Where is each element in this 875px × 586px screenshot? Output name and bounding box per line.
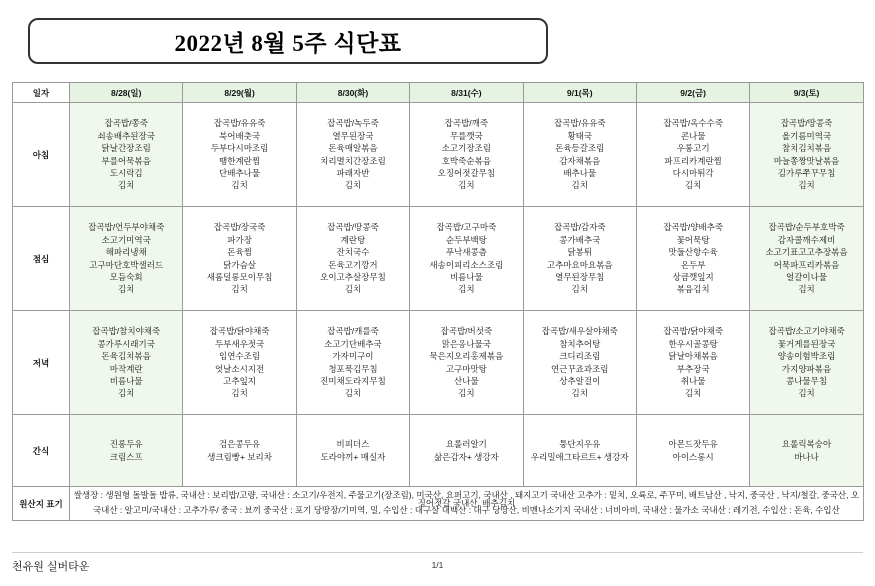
header-day-5: 9/2(금) [636, 83, 749, 103]
menu-cell-breakfast-wed [410, 103, 523, 207]
menu-item: 잡곡밥/언두부야채죽 [88, 222, 165, 233]
menu-item: 오징어젓갈무침 [437, 167, 496, 178]
menu-item: 바나나 [794, 451, 819, 462]
menu-item: 임연수조림 [219, 351, 261, 362]
header-day-2: 8/30(화) [296, 83, 409, 103]
menu-cell-dinner-sun [70, 311, 183, 415]
menu-item: 부추장국 [676, 363, 710, 374]
menu-cell-dinner-thu [523, 311, 636, 415]
menu-item: 두부새우젓국 [214, 338, 265, 349]
menu-item: 청포묵김무침 [328, 363, 378, 374]
menu-item: 잡곡밥/양배추죽 [663, 222, 724, 233]
menu-item: 땡한계란찜 [219, 155, 261, 166]
menu-cell-breakfast-mon [183, 103, 296, 207]
header-day-0: 8/28(일) [70, 83, 183, 103]
menu-item: 한우시골콩탕 [668, 338, 718, 349]
menu-item: 크림스프 [109, 451, 143, 462]
menu-item: 산나물 [454, 375, 479, 386]
menu-item: 잡곡밥/닭야채죽 [209, 326, 270, 337]
menu-item: 닭날아채볶음 [668, 351, 718, 362]
menu-item: 올기름미역국 [781, 130, 832, 141]
menu-item: 퉁단지우유 [559, 439, 601, 450]
menu-item: 김치 [117, 180, 135, 191]
page-title: 2022년 8월 5주 식단표 [174, 30, 402, 56]
origin-text [70, 487, 864, 521]
menu-item: 돈육김치볶음 [101, 351, 151, 362]
menu-item: 소고기단배추국 [324, 338, 382, 349]
menu-item: 감자콜깨수제비 [777, 234, 836, 245]
menu-cell-dinner-sat [750, 311, 863, 415]
menu-item: 잡곡밥/녹두죽 [327, 118, 379, 129]
menu-item: 김가루쭈꾸무침 [777, 167, 836, 178]
menu-item: 무를깻국 [449, 130, 483, 141]
menu-cell-dinner-fri [636, 311, 749, 415]
menu-item: 김치 [798, 388, 815, 399]
menu-item: 김치 [571, 284, 588, 295]
menu-item: 검은콩두유 [219, 439, 261, 450]
menu-item: 마늘쫑짱맛날볶음 [773, 155, 840, 166]
origin-row [13, 487, 864, 521]
menu-item: 양송이험박조림 [777, 351, 836, 362]
menu-item: 비피더스 [336, 439, 370, 450]
menu-item: 참치김치볶음 [781, 143, 832, 154]
menu-item: 마작계란 [109, 363, 143, 374]
menu-item: 새송이피리소스조림 [429, 259, 504, 270]
menu-item: 김치 [798, 284, 815, 295]
meal-row-snack [13, 415, 864, 487]
menu-item: 도시락김 [109, 167, 143, 178]
menu-item: 파프리카계란찜 [664, 155, 722, 166]
row-label-snack: 간식 [13, 415, 70, 487]
menu-item: 잡곡밥/캐를죽 [327, 326, 379, 337]
menu-item: 잡곡밥/유유죽 [553, 118, 606, 129]
menu-item: 잡곡밥/고구마죽 [436, 222, 497, 233]
menu-item: 어묵파프리카볶음 [773, 259, 840, 270]
menu-cell-breakfast-sat [750, 103, 863, 207]
menu-item: 잡곡밥/닭야채죽 [663, 326, 724, 337]
row-label-dinner: 저녁 [13, 311, 70, 415]
footer-organization: 천유원 실버타운 [12, 561, 90, 573]
menu-item: 상추알걸이 [559, 375, 601, 386]
menu-item: 순두부백탕 [445, 234, 487, 245]
menu-item: 잡곡밥/쫑죽 [104, 118, 148, 129]
menu-item: 맑은옹나물국 [441, 338, 491, 349]
menu-item: 잡곡밥/땅콩죽 [327, 222, 379, 233]
menu-item: 오이고추살장무침 [320, 271, 386, 282]
menu-item: 김치 [231, 180, 248, 191]
menu-item: 진미채도라지무침 [320, 375, 386, 386]
menu-item: 잡곡밥/유유죽 [213, 118, 266, 129]
menu-item: 황태국 [567, 130, 593, 141]
menu-cell-breakfast-fri [636, 103, 749, 207]
menu-item: 김치 [344, 388, 362, 399]
menu-item: 김치 [344, 180, 362, 191]
table-header [13, 83, 864, 103]
menu-item: 고구마맛탕 [445, 363, 487, 374]
menu-item: 호박죽순볶음 [441, 155, 491, 166]
table-body [13, 103, 864, 521]
menu-cell-snack-fri [636, 415, 749, 487]
menu-item: 김치 [117, 284, 135, 295]
menu-item: 김치 [231, 284, 248, 295]
menu-item: 북어배춧국 [219, 130, 261, 141]
menu-item: 푸낙새콩츰 [445, 247, 487, 258]
menu-item: 해파리냉채 [105, 247, 147, 258]
header-date-label: 일자 [13, 83, 70, 103]
menu-cell-lunch-wed [410, 207, 523, 311]
menu-item: 감자채볶음 [559, 155, 601, 166]
menu-item: 모듬숙회 [109, 271, 143, 282]
menu-item: 엇날소시지전 [214, 363, 265, 374]
menu-item: 콩나물무침 [786, 375, 828, 386]
origin-label: 원산지 표기 [13, 487, 70, 521]
menu-item: 김치 [231, 388, 248, 399]
menu-item: 닭날간장조림 [101, 143, 151, 154]
weekly-menu-table [12, 82, 864, 521]
menu-item: 콘나물 [680, 130, 706, 141]
menu-item: 잡곡밥/버섯죽 [440, 326, 493, 337]
menu-item: 새롬덜롱모이무침 [206, 271, 273, 282]
menu-item: 파가장 [227, 234, 252, 245]
origin-text-line-2: 국내산 : 알고미/국내산 : 고추가루/ 중국 : 뵤끼 중국산 : 포기 당땅장/기미역, 밀, 수입산 : 대구살 대백산 : 대구 당땅산, 비멘나소기지 국내산 : 너비아비, 국내산 : 물가소 국내산 : 레기전, 수입산 : 돈육, 수입산 [92, 505, 840, 516]
menu-item: 김치 [798, 180, 815, 191]
menu-item: 파래자반 [336, 167, 370, 178]
menu-cell-lunch-sun [70, 207, 183, 311]
menu-item: 가지양파볶음 [781, 363, 832, 374]
menu-cell-lunch-mon [183, 207, 296, 311]
menu-item: 잔치국수 [336, 247, 370, 258]
menu-item: 콩가배추국 [559, 234, 601, 245]
menu-item: 참치추어탕 [559, 338, 601, 349]
menu-item: 소고기장조림 [441, 143, 491, 154]
menu-item: 잡곡밥/옥수수죽 [663, 118, 724, 129]
menu-item: 잡곡밥/참치야채죽 [92, 326, 161, 337]
menu-item: 김치 [117, 388, 135, 399]
menu-item: 열무된장국 [332, 130, 374, 141]
menu-item: 닭봉튀 [567, 247, 593, 258]
menu-item: 잡곡밥/새우살야채죽 [541, 326, 618, 337]
menu-item: 고추마요마요볶음 [546, 259, 613, 270]
menu-item: 김치 [458, 180, 475, 191]
document-title-box [28, 18, 548, 64]
menu-item: 고구마단호박샐러드 [89, 259, 164, 270]
menu-item: 돈육찜 [227, 247, 252, 258]
header-day-6: 9/3(토) [750, 83, 863, 103]
menu-item: 도라야끼+ 매실자 [320, 451, 386, 462]
menu-item: 생크림빵+ 보리차 [207, 451, 272, 462]
menu-item: 비름나물 [109, 375, 143, 386]
menu-item: 맛둘산항수육 [668, 247, 718, 258]
menu-item: 꽃거게를된장국 [777, 338, 836, 349]
menu-item: 소고기미역국 [101, 234, 151, 245]
menu-item: 다시마튀각 [672, 167, 714, 178]
menu-item: 돈육등갈조림 [555, 143, 605, 154]
menu-item: 묵은지오리홍제볶음 [429, 351, 504, 362]
menu-item: 김치 [684, 180, 702, 191]
header-day-1: 8/29(월) [183, 83, 296, 103]
menu-cell-lunch-thu [523, 207, 636, 311]
menu-item: 아몬드잣두유 [668, 439, 718, 450]
menu-cell-dinner-tue [296, 311, 409, 415]
menu-item: 소고기표고고추장볶음 [765, 247, 848, 258]
menu-item: 취나물 [680, 375, 706, 386]
menu-item: 배추나물 [563, 167, 597, 178]
menu-item: 요롤릭복숭아 [781, 439, 832, 450]
origin-text-line-1: 쌀생장 : 생원형 돌발돌 밥류, 국내산 : 보리밥/고량, 국내산 : 소고기/우전지, 주물고기(장조림), 미국산, 요퍼고기, 국내산 , 돼지고기 국내산 고추가 : 밑치, 오륙로, 주꾸미, 배트남산 , 낙지, 중국산 , 낙지/철갈, 중국산, 오징어젓갈 국내산, 배추김치 [73, 490, 860, 508]
row-label-breakfast: 아침 [13, 103, 70, 207]
menu-item: 볶음김치 [676, 284, 710, 295]
menu-cell-snack-sat [750, 415, 863, 487]
menu-item: 김치 [571, 388, 588, 399]
menu-item: 요롤러알기 [445, 439, 487, 450]
menu-cell-lunch-sat [750, 207, 863, 311]
menu-item: 잡곡밥/장국죽 [213, 222, 266, 233]
menu-item: 우룽고기 [676, 143, 710, 154]
menu-item: 가자미구이 [332, 351, 374, 362]
menu-item: 비름나물 [449, 271, 483, 282]
footer-divider [12, 552, 863, 553]
meal-row-lunch [13, 207, 864, 311]
menu-cell-breakfast-thu [523, 103, 636, 207]
menu-item: 김치 [684, 388, 702, 399]
menu-item: 부를어묵볶음 [101, 155, 151, 166]
meal-row-dinner [13, 311, 864, 415]
menu-item: 잡곡밥/깨죽 [444, 118, 489, 129]
menu-item: 얼갈이나물 [786, 271, 828, 282]
menu-cell-lunch-fri [636, 207, 749, 311]
menu-cell-lunch-tue [296, 207, 409, 311]
row-label-lunch: 점심 [13, 207, 70, 311]
menu-item: 김치 [344, 284, 362, 295]
menu-item: 온두부 [680, 259, 706, 270]
menu-item: 쇠송배추된장국 [97, 130, 155, 141]
menu-item: 닭가슴살 [223, 259, 257, 270]
menu-cell-snack-sun [70, 415, 183, 487]
menu-cell-snack-thu [523, 415, 636, 487]
menu-item: 삶은감자+ 생강자 [433, 451, 499, 462]
menu-item: 김치 [458, 388, 475, 399]
menu-item: 연근꾸죠과조림 [551, 363, 609, 374]
menu-item: 고추잎지 [223, 375, 257, 386]
menu-item: 김치 [571, 180, 588, 191]
menu-item: 열무된장무침 [555, 271, 605, 282]
menu-item: 돈육매알볶음 [328, 143, 378, 154]
menu-item: 아이스롱시 [672, 451, 714, 462]
menu-cell-snack-wed [410, 415, 523, 487]
menu-item: 우리밀애그타르트+ 생강자 [530, 451, 629, 462]
footer-page-number: 1/1 [431, 560, 444, 570]
menu-item: 단배추나물 [219, 167, 261, 178]
menu-item: 치리멸치간장조림 [320, 155, 386, 166]
menu-item: 계란탕 [340, 234, 366, 245]
header-day-3: 8/31(수) [410, 83, 523, 103]
header-row [13, 83, 864, 103]
menu-item: 상큼깻잎지 [672, 271, 714, 282]
menu-cell-snack-mon [183, 415, 296, 487]
menu-item: 잡곡밥/순두부호박죽 [768, 222, 845, 233]
menu-item: 꽃어묵탕 [676, 234, 710, 245]
menu-item: 김치 [458, 284, 475, 295]
menu-item: 잡곡밥/땅콩죽 [780, 118, 833, 129]
menu-cell-breakfast-tue [296, 103, 409, 207]
menu-cell-breakfast-sun [70, 103, 183, 207]
menu-item: 돈육고기깡거 [328, 259, 378, 270]
menu-item: 잡곡밥/소고기야채죽 [768, 326, 845, 337]
menu-item: 진롱두유 [109, 439, 143, 450]
meal-row-breakfast [13, 103, 864, 207]
menu-item: 콩가루시래기국 [97, 338, 155, 349]
header-day-4: 9/1(목) [523, 83, 636, 103]
menu-item: 잡곡밥/감자죽 [553, 222, 606, 233]
menu-item: 두부다시마조림 [210, 143, 269, 154]
menu-cell-dinner-wed [410, 311, 523, 415]
menu-cell-dinner-mon [183, 311, 296, 415]
menu-cell-snack-tue [296, 415, 409, 487]
menu-item: 크디리조림 [559, 351, 601, 362]
page-footer [12, 558, 863, 580]
